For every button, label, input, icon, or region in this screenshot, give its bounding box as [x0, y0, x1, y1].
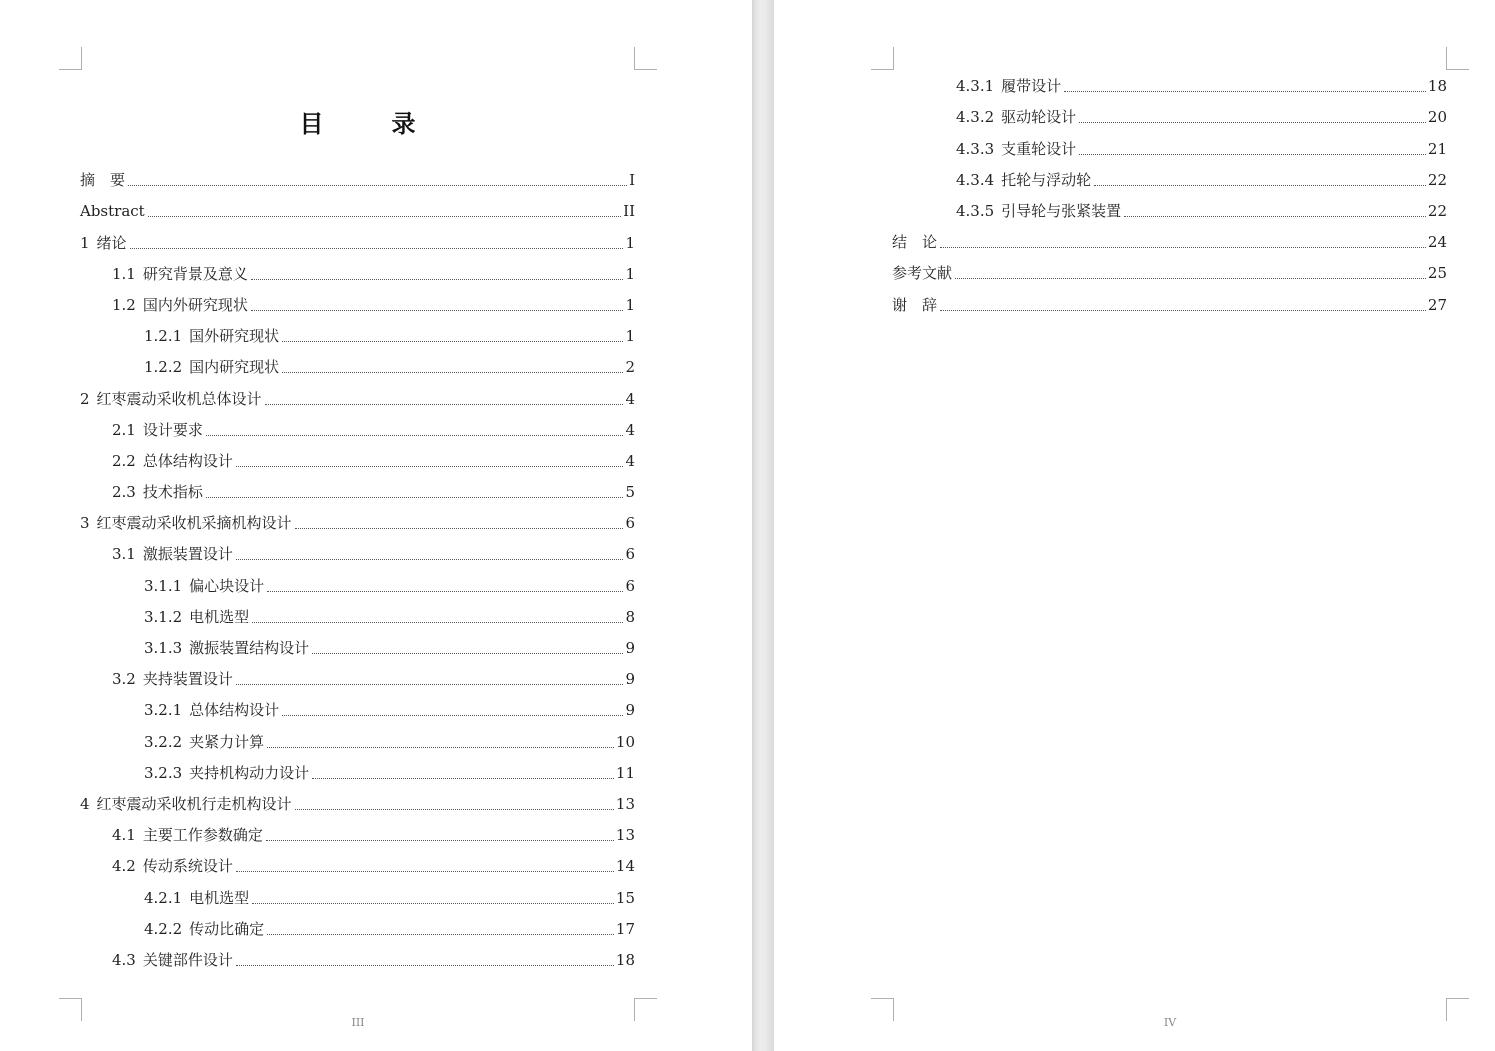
toc-entry[interactable]: [80, 350, 635, 381]
toc-dot-leader: [252, 902, 614, 904]
toc-entry[interactable]: [80, 413, 635, 444]
toc-entry-page: 13: [615, 794, 635, 813]
toc-dot-leader: [282, 371, 623, 373]
corner-mark-bottom-right: [1446, 998, 1469, 1021]
toc-entry-title: 主要工作参数确定: [142, 826, 263, 845]
toc-entry[interactable]: [80, 631, 635, 662]
toc-entry-number: 4.3.4: [956, 170, 995, 189]
toc-entry-page: 15: [615, 888, 635, 907]
toc-entry[interactable]: [80, 756, 635, 787]
toc-entry-title: 夹持装置设计: [142, 670, 233, 689]
toc-entry-title: Abstract: [80, 202, 145, 221]
toc-entry-page: 25: [1427, 264, 1447, 283]
toc-entry-page: 4: [625, 451, 635, 470]
toc-entry-title: 电机选型: [189, 607, 250, 626]
toc-entry[interactable]: [80, 724, 635, 755]
toc-entry-title: 绪论: [96, 233, 127, 252]
toc-entry[interactable]: [892, 69, 1447, 100]
toc-entry-number: 2.1: [112, 420, 136, 439]
toc-entry-title: 驱动轮设计: [1001, 108, 1077, 127]
toc-entry-title: 总体结构设计: [189, 701, 280, 720]
toc-entry-number: 1.2.1: [144, 327, 183, 346]
toc-dot-leader: [295, 808, 614, 810]
toc-dot-leader: [128, 184, 627, 186]
toc-dot-leader: [252, 621, 623, 623]
toc-entry-number: 4.2.2: [144, 919, 183, 938]
toc-entry-page: 22: [1427, 201, 1447, 220]
corner-mark-top-left: [871, 47, 894, 70]
toc-dot-leader: [940, 246, 1426, 248]
toc-entry[interactable]: [80, 506, 635, 537]
toc-entry-title: 研究背景及意义: [142, 264, 248, 283]
toc-entry[interactable]: [80, 818, 635, 849]
toc-entry-page: 1: [625, 264, 635, 283]
toc-entry[interactable]: [80, 194, 635, 225]
toc-entry-title: 支重轮设计: [1001, 139, 1077, 158]
toc-dot-leader: [1094, 184, 1426, 186]
toc-entry-title: 参考文献: [892, 264, 953, 283]
toc-entry[interactable]: [892, 256, 1447, 287]
toc-entry-title: 引导轮与张紧装置: [1001, 201, 1122, 220]
corner-mark-bottom-left: [59, 998, 82, 1021]
toc-dot-leader: [148, 215, 621, 217]
toc-entry-page: 17: [615, 919, 635, 938]
toc-entry-title: 红枣震动采收机采摘机构设计: [96, 514, 292, 533]
toc-entry-number: 1.2.2: [144, 358, 183, 377]
toc-entry-title: 夹持机构动力设计: [189, 763, 310, 782]
toc-dot-leader: [267, 933, 614, 935]
toc-entry-number: 3.2.3: [144, 763, 183, 782]
toc-entry-title: 传动系统设计: [142, 857, 233, 876]
toc-entry-number: 2.2: [112, 451, 136, 470]
toc-entry-page: 8: [625, 607, 635, 626]
toc-entry-title: 结 论: [892, 233, 938, 252]
toc-dot-leader: [251, 309, 624, 311]
toc-entry-number: 4.3.3: [956, 139, 995, 158]
toc-dot-leader: [266, 839, 614, 841]
toc-entry[interactable]: [80, 319, 635, 350]
toc-entry-number: 3.2: [112, 670, 136, 689]
toc-entry[interactable]: [892, 287, 1447, 318]
toc-entry-number: 3.1.2: [144, 607, 183, 626]
toc-entry-number: 2.3: [112, 483, 136, 502]
toc-entry-number: 1.2: [112, 295, 136, 314]
toc-entry-page: 9: [625, 701, 635, 720]
toc-entry[interactable]: [892, 131, 1447, 162]
toc-entry[interactable]: [892, 194, 1447, 225]
toc-entry[interactable]: [892, 100, 1447, 131]
toc-dot-leader: [265, 403, 624, 405]
toc-entry-number: 3: [80, 514, 90, 533]
toc-dot-leader: [295, 527, 624, 529]
toc-entry-number: 4.2.1: [144, 888, 183, 907]
toc-dot-leader: [236, 465, 624, 467]
toc-entry-title: 托轮与浮动轮: [1001, 170, 1092, 189]
toc-entry[interactable]: [80, 600, 635, 631]
toc-entry-title: 偏心块设计: [189, 576, 265, 595]
toc-entry-page: 24: [1427, 233, 1447, 252]
toc-entry-title: 关键部件设计: [142, 950, 233, 969]
toc-entry-page: 5: [625, 483, 635, 502]
toc-dot-leader: [1079, 153, 1426, 155]
toc-dot-leader: [1079, 121, 1426, 123]
toc-entry[interactable]: [80, 568, 635, 599]
toc-entry-title: 摘 要: [80, 171, 126, 190]
toc-entry-page: 21: [1427, 139, 1447, 158]
toc-entry[interactable]: [80, 943, 635, 974]
toc-dot-leader: [267, 590, 623, 592]
toc-entry[interactable]: [80, 163, 635, 194]
toc-dot-leader: [130, 247, 624, 249]
toc-entry-page: 1: [625, 295, 635, 314]
toc-entry-number: 2: [80, 389, 90, 408]
toc-entry[interactable]: [80, 880, 635, 911]
toc-entry-number: 3.2.2: [144, 732, 183, 751]
toc-entry-page: 4: [625, 389, 635, 408]
toc-entry-title: 夹紧力计算: [189, 732, 265, 751]
toc-entry-page: 6: [625, 514, 635, 533]
toc-entry-page: 6: [625, 545, 635, 564]
toc-dot-leader: [206, 434, 624, 436]
corner-mark-bottom-right: [634, 998, 657, 1021]
toc-entry-page: II: [623, 202, 635, 221]
toc-entry-number: 4.3.2: [956, 108, 995, 127]
toc-entry-title: 红枣震动采收机总体设计: [96, 389, 262, 408]
toc-entry-page: 9: [625, 670, 635, 689]
toc-entry-number: 4.3: [112, 950, 136, 969]
toc-entry-number: 1.1: [112, 264, 136, 283]
toc-list-right: [892, 69, 1447, 319]
toc-entry-number: 4: [80, 794, 90, 813]
toc-entry-title: 传动比确定: [189, 919, 265, 938]
toc-entry-title: 技术指标: [142, 483, 203, 502]
toc-entry-page: 4: [625, 420, 635, 439]
toc-entry-title: 国外研究现状: [189, 327, 280, 346]
toc-entry[interactable]: [80, 662, 635, 693]
toc-entry-page: 22: [1427, 170, 1447, 189]
toc-entry-page: 11: [615, 763, 635, 782]
toc-entry-number: 3.2.1: [144, 701, 183, 720]
toc-dot-leader: [206, 496, 624, 498]
toc-entry-page: 1: [625, 233, 635, 252]
corner-mark-top-right: [634, 47, 657, 70]
toc-entry[interactable]: [80, 849, 635, 880]
toc-entry-number: 4.1: [112, 826, 136, 845]
toc-entry-number: 4.2: [112, 857, 136, 876]
toc-list-left: [80, 163, 635, 974]
toc-entry-number: 4.3.5: [956, 201, 995, 220]
toc-entry-page: I: [629, 171, 635, 190]
page-number: III: [351, 1016, 365, 1029]
toc-entry-title: 国内研究现状: [189, 358, 280, 377]
toc-entry[interactable]: [80, 475, 635, 506]
toc-entry-title: 激振装置结构设计: [189, 639, 310, 657]
toc-entry-page: 20: [1427, 108, 1447, 127]
toc-entry[interactable]: [892, 163, 1447, 194]
toc-entry[interactable]: [80, 693, 635, 724]
toc-entry-title: 总体结构设计: [142, 451, 233, 470]
toc-dot-leader: [282, 340, 623, 342]
toc-entry-title: 设计要求: [142, 420, 203, 439]
toc-entry[interactable]: [80, 381, 635, 412]
toc-dot-leader: [955, 277, 1426, 279]
toc-dot-leader: [236, 964, 614, 966]
toc-dot-leader: [236, 870, 614, 872]
toc-entry-page: 14: [615, 857, 635, 876]
toc-entry[interactable]: [80, 444, 635, 475]
toc-dot-leader: [236, 683, 624, 685]
page-gutter: [752, 0, 774, 1051]
toc-entry-number: 3.1.3: [144, 639, 183, 657]
toc-entry[interactable]: [80, 787, 635, 818]
toc-entry-page: 18: [1427, 77, 1447, 96]
toc-entry-page: 6: [625, 576, 635, 595]
toc-entry-title: 激振装置设计: [142, 545, 233, 564]
toc-entry-title: 电机选型: [189, 888, 250, 907]
toc-entry-title: 国内外研究现状: [142, 295, 248, 314]
toc-entry-title: 履带设计: [1001, 77, 1062, 96]
toc-entry[interactable]: [80, 288, 635, 319]
toc-dot-leader: [251, 278, 624, 280]
toc-entry-page: 9: [625, 639, 635, 657]
toc-dot-leader: [312, 652, 623, 654]
toc-dot-leader: [282, 714, 623, 716]
toc-entry-number: 1: [80, 233, 90, 252]
page-number: IV: [1163, 1016, 1177, 1029]
toc-dot-leader: [312, 777, 614, 779]
toc-dot-leader: [1124, 215, 1426, 217]
toc-entry-page: 27: [1427, 295, 1447, 314]
toc-dot-leader: [267, 746, 614, 748]
toc-entry[interactable]: [80, 537, 635, 568]
corner-mark-top-right: [1446, 47, 1469, 70]
corner-mark-top-left: [59, 47, 82, 70]
toc-entry-title: 谢 辞: [892, 295, 938, 314]
toc-entry-page: 2: [625, 358, 635, 377]
toc-entry-page: 10: [615, 732, 635, 751]
toc-entry-page: 18: [615, 950, 635, 969]
toc-dot-leader: [940, 309, 1426, 311]
toc-entry-page: 1: [625, 327, 635, 346]
toc-entry[interactable]: [892, 225, 1447, 256]
toc-entry-page: 13: [615, 826, 635, 845]
toc-dot-leader: [1064, 90, 1426, 92]
toc-entry-number: 4.3.1: [956, 77, 995, 96]
toc-entry[interactable]: [80, 257, 635, 288]
toc-entry[interactable]: [80, 912, 635, 943]
corner-mark-bottom-left: [871, 998, 894, 1021]
toc-entry-title: 红枣震动采收机行走机构设计: [96, 794, 292, 813]
toc-entry-number: 3.1.1: [144, 576, 183, 595]
toc-entry[interactable]: [80, 225, 635, 256]
toc-entry-number: 3.1: [112, 545, 136, 564]
toc-title: 目 录: [299, 110, 438, 138]
toc-dot-leader: [236, 558, 624, 560]
